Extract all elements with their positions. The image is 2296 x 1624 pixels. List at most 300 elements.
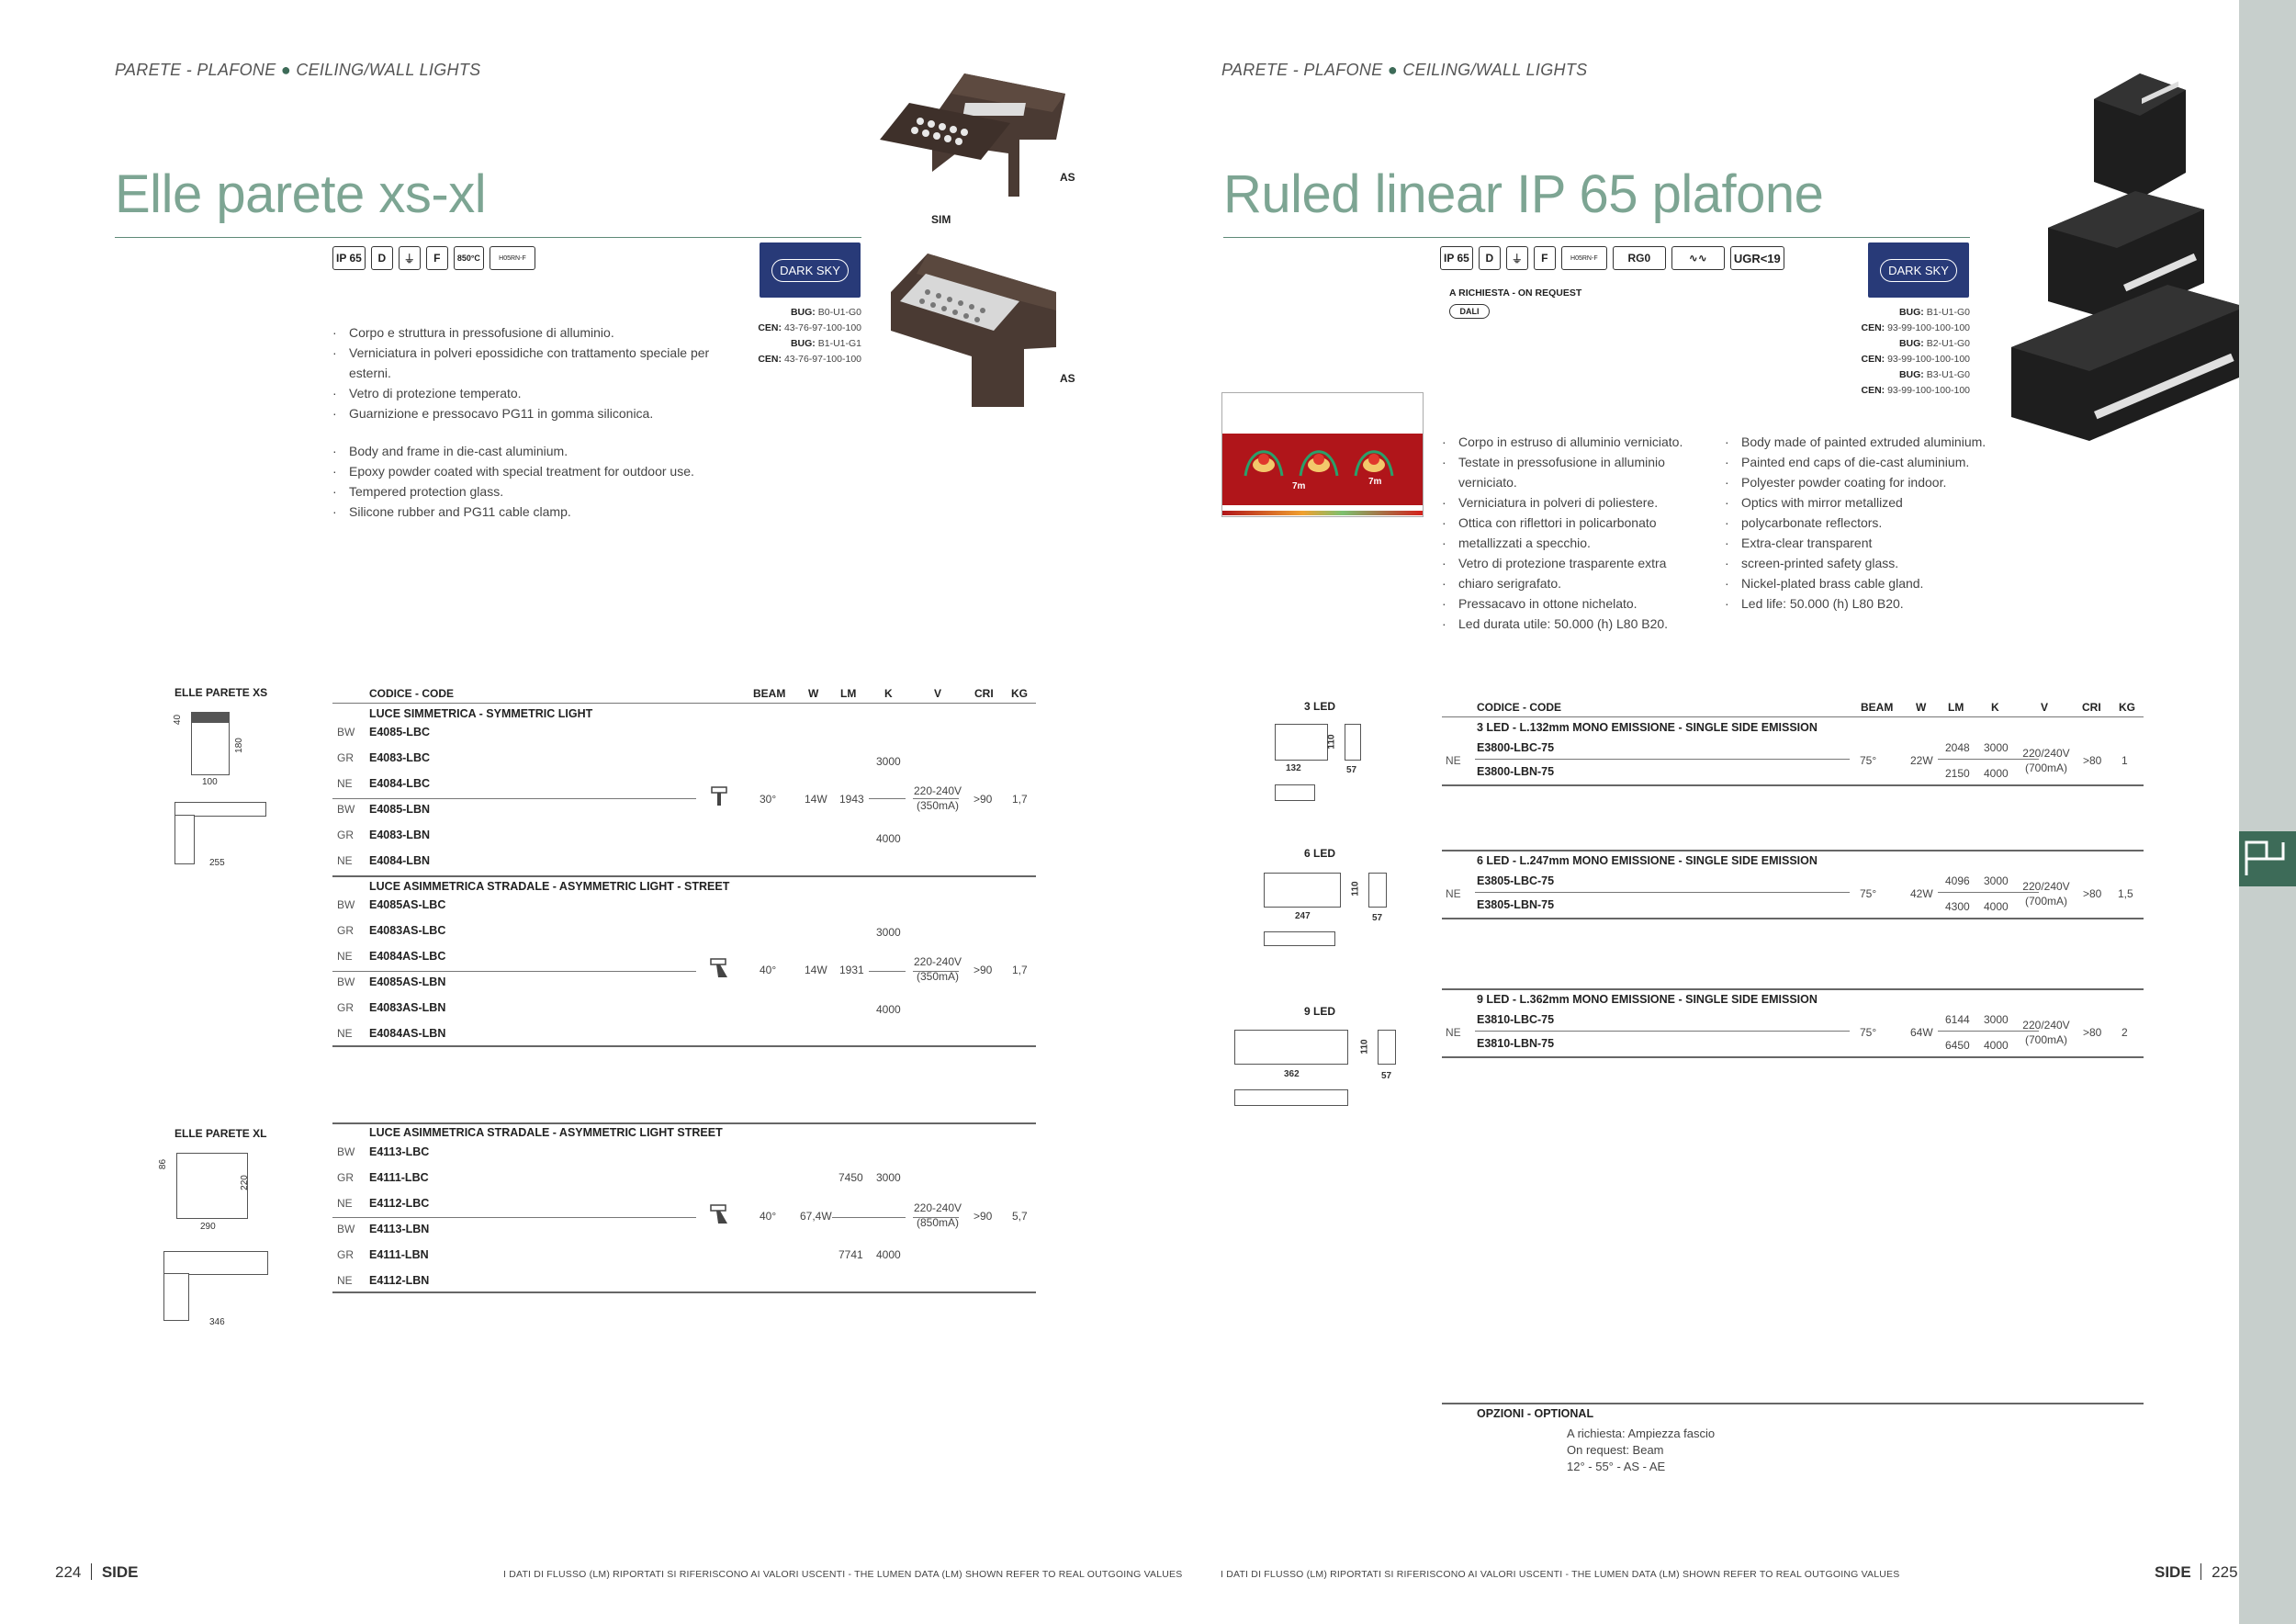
k-divider bbox=[869, 798, 906, 799]
darksky-badge bbox=[1868, 242, 1969, 298]
row-divider bbox=[1475, 892, 1850, 893]
cri-value: >90 bbox=[974, 1210, 993, 1223]
kg-value: 1,5 bbox=[2118, 887, 2133, 900]
col-header-code: CODICE - CODE bbox=[1477, 701, 1562, 714]
col-header-cri: CRI bbox=[974, 687, 994, 700]
watt-value: 64W bbox=[1910, 1026, 1933, 1039]
cen-key: CEN: bbox=[1861, 354, 1885, 365]
bug-value: B1-U1-G1 bbox=[817, 338, 861, 349]
desc-item: · Corpo e struttura in pressofusione di alluminio. bbox=[332, 322, 737, 343]
current-value: (700mA) bbox=[2024, 1033, 2067, 1046]
product-code: E3810-LBN-75 bbox=[1477, 1037, 1555, 1050]
row-divider bbox=[332, 1217, 696, 1218]
current-value: (700mA) bbox=[2024, 761, 2067, 774]
3led-bottom-drawing bbox=[1275, 784, 1315, 801]
voltage-value bbox=[2017, 1018, 2076, 1047]
right-header-en: CEILING/WALL LIGHTS bbox=[1402, 61, 1588, 79]
product-photo-bottom bbox=[872, 246, 1075, 412]
cri-value: >80 bbox=[2083, 1026, 2102, 1039]
desc-item: · Verniciatura in polveri epossidiche con trattamento speciale per esterni. bbox=[332, 343, 737, 383]
finish-code: BW bbox=[337, 803, 355, 816]
product-code: E4085-LBC bbox=[369, 726, 430, 739]
xl-side-arm bbox=[163, 1251, 268, 1275]
voltage-range: 220-240V bbox=[913, 955, 962, 968]
photometric-map bbox=[1221, 392, 1424, 517]
bug-value: B1-U1-G0 bbox=[1926, 307, 1970, 318]
f-mark-icon: F bbox=[1534, 246, 1556, 270]
col-header-k: K bbox=[884, 687, 893, 700]
col-header-beam: BEAM bbox=[753, 687, 786, 700]
header-dot: ● bbox=[280, 61, 292, 79]
dim-w2: 346 bbox=[209, 1317, 225, 1327]
chapter-side-strip-upper bbox=[2239, 0, 2296, 831]
finish-code: NE bbox=[1446, 1026, 1461, 1039]
lumen-value: 6450 bbox=[1945, 1039, 1970, 1052]
right-header bbox=[1221, 61, 1587, 80]
product-code: E4111-LBN bbox=[369, 1248, 429, 1261]
class-d-icon: D bbox=[1479, 246, 1501, 270]
dim-width: 132 bbox=[1286, 763, 1301, 773]
kg-value: 1 bbox=[2122, 754, 2128, 767]
row-divider bbox=[332, 971, 696, 972]
distance-label: 7m bbox=[1292, 481, 1306, 491]
bug-key: BUG: bbox=[790, 307, 816, 318]
finish-code: GR bbox=[337, 1171, 354, 1184]
cri-value: >80 bbox=[2083, 887, 2102, 900]
6led-side-drawing bbox=[1368, 873, 1387, 908]
beam-value: 40° bbox=[760, 1210, 777, 1223]
desc-item: · metallizzati a specchio. bbox=[1442, 533, 1717, 553]
kg-value: 1,7 bbox=[1012, 964, 1028, 976]
voltage-value bbox=[2017, 746, 2076, 775]
product-code: E4083AS-LBN bbox=[369, 1001, 446, 1014]
left-description-it bbox=[332, 322, 737, 423]
cri-value: >80 bbox=[2083, 754, 2102, 767]
lumen-value: 1943 bbox=[839, 793, 864, 806]
product-code: E3810-LBC-75 bbox=[1477, 1013, 1555, 1026]
cen-value: 93-99-100-100-100 bbox=[1887, 354, 1970, 365]
col-header-v: V bbox=[934, 687, 942, 700]
bug-key: BUG: bbox=[1898, 369, 1924, 380]
beam-value: 75° bbox=[1860, 754, 1877, 767]
finish-code: NE bbox=[337, 854, 353, 867]
bug-value: B2-U1-G0 bbox=[1926, 338, 1970, 349]
current-value: (700mA) bbox=[2024, 895, 2067, 908]
product-code: E3805-LBN-75 bbox=[1477, 898, 1555, 911]
col-header-lm: LM bbox=[1948, 701, 1964, 714]
current-value: (350mA) bbox=[916, 970, 959, 983]
left-cert-icons bbox=[332, 246, 535, 270]
row-divider bbox=[1475, 1031, 1850, 1032]
desc-item: · Polyester powder coating for indoor. bbox=[1725, 472, 1991, 492]
voltage-range: 220/240V bbox=[2022, 1019, 2070, 1032]
right-description-en bbox=[1725, 432, 1991, 614]
distance-label: 7m bbox=[1368, 477, 1382, 487]
lumen-value: 2150 bbox=[1945, 767, 1970, 780]
finish-code: GR bbox=[337, 751, 354, 764]
right-cert-icons bbox=[1440, 246, 1784, 270]
col-header-k: K bbox=[1991, 701, 1999, 714]
desc-item: · Vetro di protezione temperato. bbox=[332, 383, 737, 403]
flicker-free-icon: ∿∿ bbox=[1671, 246, 1725, 270]
xl-label: ELLE PARETE XL bbox=[174, 1127, 267, 1140]
product-code: E4085-LBN bbox=[369, 803, 430, 816]
optional-rule bbox=[1442, 1403, 2144, 1404]
ruled-product-photo bbox=[2002, 72, 2259, 457]
dim-w1: 100 bbox=[202, 777, 218, 787]
finish-code: NE bbox=[337, 1274, 353, 1287]
product-code: E4113-LBN bbox=[369, 1223, 430, 1235]
bug-value: B3-U1-G0 bbox=[1926, 369, 1970, 380]
dim-w1: 290 bbox=[200, 1222, 216, 1232]
kelvin-4000: 4000 bbox=[1984, 767, 2009, 780]
page-number: 224 bbox=[55, 1563, 82, 1581]
finish-code: NE bbox=[337, 950, 353, 963]
cen-value: 43-76-97-100-100 bbox=[783, 322, 861, 333]
col-header-v: V bbox=[2041, 701, 2049, 714]
voltage-range: 220-240V bbox=[913, 784, 962, 797]
beam-value: 40° bbox=[760, 964, 777, 976]
size-label-9led: 9 LED bbox=[1304, 1005, 1336, 1018]
optional-title: OPZIONI - OPTIONAL bbox=[1477, 1407, 1594, 1420]
right-description-it bbox=[1442, 432, 1717, 634]
optional-line: On request: Beam bbox=[1567, 1443, 1664, 1457]
section-rule bbox=[1442, 918, 2144, 919]
col-header-w: W bbox=[808, 687, 819, 700]
finish-code: BW bbox=[337, 1223, 355, 1235]
section-rule bbox=[1442, 1056, 2144, 1058]
col-header-code: CODICE - CODE bbox=[369, 687, 455, 700]
voltage-value bbox=[911, 954, 964, 984]
dim-width: 247 bbox=[1295, 911, 1311, 921]
light-distribution-chart bbox=[1222, 393, 1423, 516]
desc-item: · Pressacavo in ottone nichelato. bbox=[1442, 593, 1717, 614]
chapter-tab bbox=[2239, 831, 2296, 886]
product-photo-top bbox=[872, 66, 1084, 231]
desc-item: · Optics with mirror metallized bbox=[1725, 492, 1991, 513]
watt-value: 42W bbox=[1910, 887, 1933, 900]
col-header-cri: CRI bbox=[2082, 701, 2101, 714]
cen-key: CEN: bbox=[758, 354, 782, 365]
desc-item: · polycarbonate reflectors. bbox=[1725, 513, 1991, 533]
watt-value: 22W bbox=[1910, 754, 1933, 767]
xs-label: ELLE PARETE XS bbox=[174, 686, 268, 699]
photo-label-as-2: AS bbox=[1060, 372, 1075, 385]
watt-value: 14W bbox=[805, 793, 827, 806]
kelvin-3000: 3000 bbox=[876, 926, 901, 939]
lumen-value: 4300 bbox=[1945, 900, 1970, 913]
wall-light-category-icon bbox=[2239, 831, 2296, 886]
lm-divider bbox=[832, 1217, 869, 1218]
right-footnote: I DATI DI FLUSSO (LM) RIPORTATI SI RIFERISCONO AI VALORI USCENTI - THE LUMEN DATA (LM) SHOWN REFER TO REAL OUTGOING VALUES bbox=[1221, 1569, 1900, 1580]
desc-item: · Vetro di protezione trasparente extra bbox=[1442, 553, 1717, 573]
lumen-value: 4096 bbox=[1945, 874, 1970, 887]
6led-front-drawing bbox=[1264, 873, 1341, 908]
col-header-lm: LM bbox=[840, 687, 857, 700]
beam-value: 75° bbox=[1860, 1026, 1877, 1039]
cen-value: 93-99-100-100-100 bbox=[1887, 322, 1970, 333]
product-code: E4113-LBC bbox=[369, 1145, 430, 1158]
3led-front-drawing bbox=[1275, 724, 1328, 761]
lumen-value: 7450 bbox=[838, 1171, 863, 1184]
9led-side-drawing bbox=[1378, 1030, 1396, 1065]
dim-h1: 40 bbox=[173, 714, 184, 726]
voltage-range: 220/240V bbox=[2022, 880, 2070, 893]
finish-code: NE bbox=[337, 1027, 353, 1040]
bug-value: B0-U1-G0 bbox=[817, 307, 861, 318]
cen-key: CEN: bbox=[758, 322, 782, 333]
xs-side-body bbox=[174, 815, 195, 864]
cen-key: CEN: bbox=[1861, 322, 1885, 333]
header-dot: ● bbox=[1387, 61, 1399, 79]
photo-label-sim: SIM bbox=[931, 213, 951, 226]
watt-value: 14W bbox=[805, 964, 827, 976]
kelvin-4000: 4000 bbox=[876, 1003, 901, 1016]
darksky-badge bbox=[760, 242, 861, 298]
page-number: 225 bbox=[2212, 1563, 2238, 1581]
product-code: E4085AS-LBC bbox=[369, 898, 446, 911]
kg-value: 1,7 bbox=[1012, 793, 1028, 806]
col-header-kg: KG bbox=[1011, 687, 1028, 700]
desc-item: · Body made of painted extruded aluminium. bbox=[1725, 432, 1991, 452]
voltage-value bbox=[911, 1201, 964, 1230]
col-header-beam: BEAM bbox=[1861, 701, 1894, 714]
dim-height: 110 bbox=[1350, 881, 1361, 897]
kelvin-3000: 3000 bbox=[876, 755, 901, 768]
product-code: E4112-LBN bbox=[369, 1274, 430, 1287]
beam-value: 75° bbox=[1860, 887, 1877, 900]
f-mark-icon: F bbox=[426, 246, 448, 270]
product-code: E4084-LBN bbox=[369, 854, 430, 867]
desc-item: · Silicone rubber and PG11 cable clamp. bbox=[332, 502, 737, 522]
asymmetric-beam-icon bbox=[709, 957, 731, 981]
brand-name: SIDE bbox=[101, 1563, 139, 1581]
dim-depth: 57 bbox=[1372, 913, 1383, 923]
product-code: E4084AS-LBC bbox=[369, 950, 446, 963]
desc-item: · Body and frame in die-cast aluminium. bbox=[332, 441, 737, 461]
symmetric-beam-icon bbox=[710, 785, 728, 809]
left-header bbox=[115, 61, 480, 80]
section-rule bbox=[332, 1291, 1036, 1293]
watt-value: 67,4W bbox=[800, 1210, 832, 1223]
row-divider bbox=[332, 798, 696, 799]
finish-code: NE bbox=[1446, 754, 1461, 767]
bug-key: BUG: bbox=[1898, 338, 1924, 349]
kelvin-4000: 4000 bbox=[876, 832, 901, 845]
right-bug-ratings bbox=[1727, 305, 1970, 399]
desc-item: · chiaro serigrafato. bbox=[1442, 573, 1717, 593]
desc-item: · Led life: 50.000 (h) L80 B20. bbox=[1725, 593, 1991, 614]
finish-code: GR bbox=[337, 1001, 354, 1014]
xl-side-body bbox=[163, 1273, 189, 1321]
ip65-icon: IP 65 bbox=[1440, 246, 1473, 270]
optional-line: A richiesta: Ampiezza fascio bbox=[1567, 1427, 1716, 1440]
product-code: E4083AS-LBC bbox=[369, 924, 446, 937]
size-label-3led: 3 LED bbox=[1304, 700, 1336, 713]
kelvin-4000: 4000 bbox=[1984, 1039, 2009, 1052]
dim-depth: 57 bbox=[1346, 765, 1357, 775]
bug-key: BUG: bbox=[1898, 307, 1924, 318]
col-header-w: W bbox=[1916, 701, 1927, 714]
dali-icon: DALI bbox=[1449, 304, 1490, 319]
current-value: (850mA) bbox=[916, 1216, 959, 1229]
right-header-it: PARETE - PLAFONE bbox=[1221, 61, 1383, 79]
lumen-value: 6144 bbox=[1945, 1013, 1970, 1026]
voltage-value bbox=[911, 784, 964, 813]
kelvin-3000: 3000 bbox=[876, 1171, 901, 1184]
desc-item: · Nickel-plated brass cable gland. bbox=[1725, 573, 1991, 593]
lumen-value: 2048 bbox=[1945, 741, 1970, 754]
optional-line: 12° - 55° - AS - AE bbox=[1567, 1460, 1666, 1473]
dim-h2: 180 bbox=[233, 738, 244, 753]
kelvin-4000: 4000 bbox=[876, 1248, 901, 1261]
finish-code: GR bbox=[337, 924, 354, 937]
left-header-en: CEILING/WALL LIGHTS bbox=[296, 61, 481, 79]
product-code: E3800-LBC-75 bbox=[1477, 741, 1555, 754]
desc-item: · Tempered protection glass. bbox=[332, 481, 737, 502]
dim-height: 110 bbox=[1326, 734, 1337, 750]
footer-divider bbox=[91, 1563, 92, 1580]
cable-icon: H05RN-F bbox=[490, 246, 535, 270]
table-header-rule bbox=[1442, 716, 2144, 717]
desc-item: · Testate in pressofusione in alluminio verniciato. bbox=[1442, 452, 1717, 492]
finish-code: NE bbox=[337, 1197, 353, 1210]
brand-name: SIDE bbox=[2155, 1563, 2191, 1581]
title-rule bbox=[1223, 237, 1970, 238]
table-header-rule bbox=[332, 703, 1036, 704]
kg-value: 2 bbox=[2122, 1026, 2128, 1039]
cable-icon: H05RN-F bbox=[1561, 246, 1607, 270]
dim-h2: 220 bbox=[239, 1175, 250, 1190]
section-rule bbox=[332, 1045, 1036, 1047]
section-rule bbox=[1442, 850, 2144, 851]
finish-code: BW bbox=[337, 976, 355, 988]
ugr-icon: UGR<19 bbox=[1730, 246, 1784, 270]
section-title-6led: 6 LED - L.247mm MONO EMISSIONE - SINGLE SIDE EMISSION bbox=[1477, 854, 1818, 867]
product-code: E4083-LBC bbox=[369, 751, 430, 764]
desc-item: · Painted end caps of die-cast aluminium. bbox=[1725, 452, 1991, 472]
photo-label-as: AS bbox=[1060, 171, 1075, 184]
section-rule bbox=[332, 875, 1036, 877]
section-title-9led: 9 LED - L.362mm MONO EMISSIONE - SINGLE SIDE EMISSION bbox=[1477, 993, 1818, 1006]
xs-front-top bbox=[191, 712, 230, 723]
finish-code: NE bbox=[337, 777, 353, 790]
left-header-it: PARETE - PLAFONE bbox=[115, 61, 276, 79]
section-title-asymmetric: LUCE ASIMMETRICA STRADALE - ASYMMETRIC LIGHT - STREET bbox=[369, 880, 730, 893]
k-divider bbox=[869, 1217, 906, 1218]
cen-value: 43-76-97-100-100 bbox=[783, 354, 861, 365]
ip65-icon: IP 65 bbox=[332, 246, 366, 270]
rg0-eye-icon: RG0 bbox=[1613, 246, 1666, 270]
kg-value: 5,7 bbox=[1012, 1210, 1028, 1223]
class-d-icon: D bbox=[371, 246, 393, 270]
desc-item: · Verniciatura in polveri di poliestere. bbox=[1442, 492, 1717, 513]
product-code: E3800-LBN-75 bbox=[1477, 765, 1555, 778]
lumen-value: 1931 bbox=[839, 964, 864, 976]
cen-key: CEN: bbox=[1861, 385, 1885, 396]
left-footnote: I DATI DI FLUSSO (LM) RIPORTATI SI RIFERISCONO AI VALORI USCENTI - THE LUMEN DATA (LM) SHOWN REFER TO REAL OUTGOING VALUES bbox=[503, 1569, 1183, 1580]
dim-w2: 255 bbox=[209, 858, 225, 868]
voltage-value bbox=[2017, 879, 2076, 908]
title-rule bbox=[115, 237, 861, 238]
glow-wire-icon: 850°C bbox=[454, 246, 484, 270]
dim-depth: 57 bbox=[1381, 1071, 1392, 1081]
3led-side-drawing bbox=[1345, 724, 1361, 761]
product-code: E4112-LBC bbox=[369, 1197, 430, 1210]
9led-front-drawing bbox=[1234, 1030, 1348, 1065]
xl-front-drawing bbox=[176, 1153, 248, 1219]
section-rule bbox=[1442, 988, 2144, 990]
footer-divider bbox=[2200, 1563, 2201, 1580]
product-code: E3805-LBC-75 bbox=[1477, 874, 1555, 887]
ground-icon: ⏚ bbox=[399, 246, 421, 270]
darksky-label: DARK SKY bbox=[771, 259, 849, 282]
kelvin-3000: 3000 bbox=[1984, 874, 2009, 887]
cen-value: 93-99-100-100-100 bbox=[1887, 385, 1970, 396]
section-title-3led: 3 LED - L.132mm MONO EMISSIONE - SINGLE SIDE EMISSION bbox=[1477, 721, 1818, 734]
finish-code: GR bbox=[337, 829, 354, 841]
dim-height: 110 bbox=[1359, 1039, 1370, 1054]
desc-item: · Extra-clear transparent bbox=[1725, 533, 1991, 553]
dim-h1: 86 bbox=[158, 1158, 169, 1170]
asymmetric-beam-icon bbox=[709, 1203, 731, 1227]
9led-bottom-drawing bbox=[1234, 1089, 1348, 1106]
right-page-title: Ruled linear IP 65 plafone bbox=[1223, 164, 1824, 224]
left-description-en bbox=[332, 441, 737, 522]
product-code: E4084AS-LBN bbox=[369, 1027, 446, 1040]
finish-code: BW bbox=[337, 726, 355, 739]
bug-key: BUG: bbox=[790, 338, 816, 349]
finish-code: GR bbox=[337, 1248, 354, 1261]
desc-item: · Guarnizione e pressocavo PG11 in gomma siliconica. bbox=[332, 403, 737, 423]
optional-details bbox=[1567, 1426, 1715, 1475]
left-page-title: Elle parete xs-xl bbox=[115, 164, 487, 224]
product-code: E4083-LBN bbox=[369, 829, 430, 841]
product-code: E4085AS-LBN bbox=[369, 976, 446, 988]
finish-code: BW bbox=[337, 898, 355, 911]
voltage-range: 220/240V bbox=[2022, 747, 2070, 760]
current-value: (350mA) bbox=[916, 799, 959, 812]
finish-code: NE bbox=[1446, 887, 1461, 900]
ground-icon: ⏚ bbox=[1506, 246, 1528, 270]
row-divider bbox=[1475, 759, 1850, 760]
darksky-label: DARK SKY bbox=[1880, 259, 1957, 282]
cri-value: >90 bbox=[974, 964, 993, 976]
desc-item: · Led durata utile: 50.000 (h) L80 B20. bbox=[1442, 614, 1717, 634]
6led-bottom-drawing bbox=[1264, 931, 1335, 946]
col-header-kg: KG bbox=[2119, 701, 2135, 714]
kelvin-4000: 4000 bbox=[1984, 900, 2009, 913]
section-title-asymmetric-xl: LUCE ASIMMETRICA STRADALE - ASYMMETRIC LIGHT STREET bbox=[369, 1126, 723, 1139]
k-divider bbox=[869, 971, 906, 972]
desc-item: · Epoxy powder coated with special treatment for outdoor use. bbox=[332, 461, 737, 481]
desc-item: · Corpo in estruso di alluminio verniciato. bbox=[1442, 432, 1717, 452]
kelvin-3000: 3000 bbox=[1984, 1013, 2009, 1026]
on-request-label: A RICHIESTA - ON REQUEST bbox=[1449, 288, 1582, 299]
right-footer bbox=[2155, 1563, 2238, 1582]
product-code: E4111-LBC bbox=[369, 1171, 429, 1184]
left-footer bbox=[55, 1563, 139, 1582]
section-rule bbox=[332, 1122, 1036, 1124]
kelvin-3000: 3000 bbox=[1984, 741, 2009, 754]
voltage-range: 220-240V bbox=[913, 1201, 962, 1214]
lumen-value: 7741 bbox=[838, 1248, 863, 1261]
cri-value: >90 bbox=[974, 793, 993, 806]
section-title-symmetric: LUCE SIMMETRICA - SYMMETRIC LIGHT bbox=[369, 707, 593, 720]
size-label-6led: 6 LED bbox=[1304, 847, 1336, 860]
beam-value: 30° bbox=[760, 793, 777, 806]
product-code: E4084-LBC bbox=[369, 777, 430, 790]
